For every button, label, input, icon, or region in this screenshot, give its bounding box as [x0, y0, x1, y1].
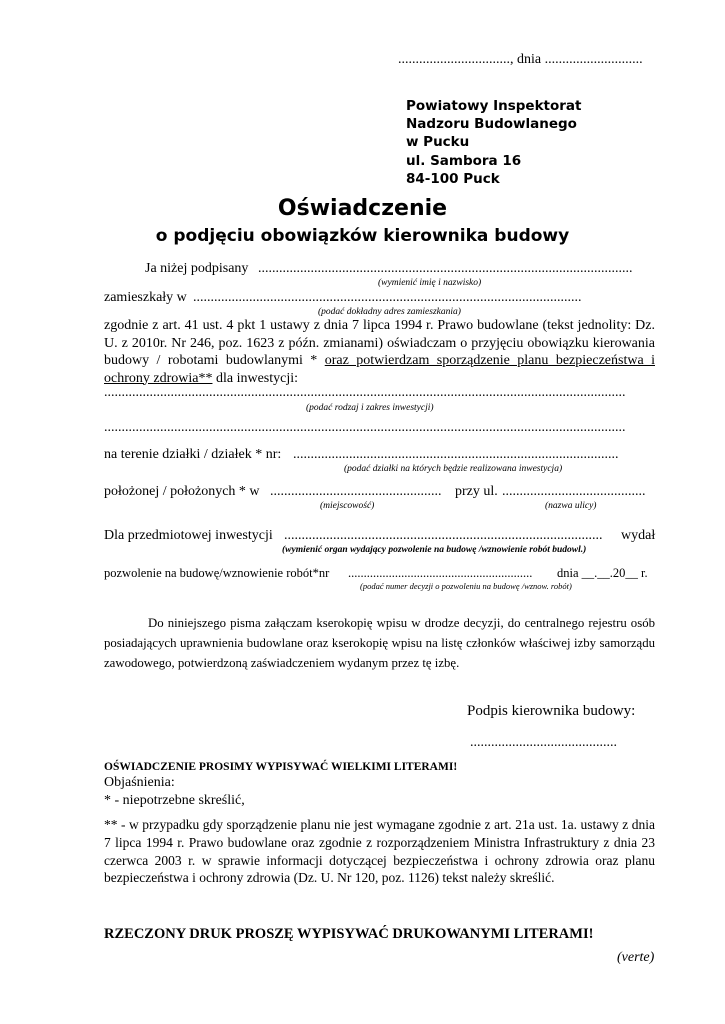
plot-label: na terenie działki / działek * nr: — [104, 447, 282, 462]
location-field[interactable]: ................................................. — [270, 484, 442, 499]
address-field[interactable]: ............................................................................................................... — [193, 290, 582, 305]
location-label: położonej / położonych * w — [104, 484, 260, 499]
plot-field[interactable]: ............................................................................................. — [293, 447, 619, 462]
safety-plan-confirmation: oraz potwierdzam sporządzenie planu bezpieczeństwa i ochrony zdrowia** — [104, 353, 655, 386]
permit-label: pozwolenie na budowę/wznowienie robót*nr — [104, 566, 330, 580]
issued-word: wydał — [621, 528, 656, 543]
recipient-line: Powiatowy Inspektorat — [406, 98, 582, 114]
recipient-line: 84-100 Puck — [406, 170, 500, 187]
permit-date-field[interactable]: dnia __.__.20__ r. — [557, 566, 648, 580]
caps-notice: OŚWIADCZENIE PROSIMY WYPISYWAĆ WIELKIMI LITERAMI! — [104, 761, 458, 773]
recipient-line: w Pucku — [406, 134, 470, 151]
issuer-label: Dla przedmiotowej inwestycji — [104, 528, 273, 543]
investment-field-2[interactable]: ..................................................................................................................................................... — [104, 420, 626, 435]
page-title: Oświadczenie — [277, 196, 448, 221]
permit-hint: (podać numer decyzji o pozwoleniu na budowę /wznow. robót) — [360, 581, 572, 591]
note-asterisk: * - niepotrzebne skreślić, — [104, 793, 245, 808]
street-field[interactable]: ......................................... — [502, 484, 646, 499]
signer-hint: (wymienić imię i nazwisko) — [378, 278, 482, 288]
permit-number-field[interactable]: ........................................................... — [348, 566, 533, 580]
signature-field[interactable]: .......................................... — [470, 735, 617, 750]
place-hint: (miejscowość) — [320, 501, 375, 511]
page-subtitle: o podjęciu obowiązków kierownika budowy — [155, 226, 570, 246]
recipient-line: ul. Sambora 16 — [406, 152, 522, 169]
explanations-heading: Objaśnienia: — [104, 775, 175, 790]
declaration-paragraph — [104, 317, 655, 387]
street-hint: (nazwa ulicy) — [545, 501, 597, 511]
recipient-line: Nadzoru Budowlanego — [406, 116, 577, 133]
issuer-field[interactable]: ........................................................................................... — [284, 528, 603, 543]
investment-hint: (podać rodzaj i zakres inwestycji) — [306, 403, 434, 413]
signer-label: Ja niżej podpisany — [145, 261, 249, 276]
issuer-hint: (wymienić organ wydający pozwolenie na budowę /wznowienie robót budowl.) — [282, 545, 587, 555]
street-label: przy ul. — [455, 484, 498, 499]
note-double-asterisk: ** - w przypadku gdy sporządzenie planu nie jest wymagane zgodnie z art. 21a ust. 1a. ustawy z dnia 7 lipca 1994 r. Prawo budowlane oraz zgodnie z rozporządzeniem Ministra Infrastruktury z dnia 23 czerwca 2003 r. w sprawie informacji dotyczącej bezpieczeństwa i ochrony zdrowia oraz planu bezpieczeństwa i ochrony zdrowia (Dz. U. Nr 120, poz. 1126) tekst należy skreślić. — [104, 817, 655, 886]
address-label: zamieszkały w — [104, 290, 187, 305]
attachment-paragraph: Do niniejszego pisma załączam kserokopię wpisu w drodze decyzji, do centralnego rejestru osób posiadających uprawnienia budowlane oraz kserokopię wpisu na listę członków właściwej izby samorządu zawodowego, potwierdzoną zaświadczeniem wydanym przez tę izbę. — [104, 616, 655, 670]
verte-note: (verte) — [617, 950, 655, 965]
address-hint: (podać dokładny adres zamieszkania) — [318, 307, 461, 317]
declaration-text: zgodnie z art. 41 ust. 4 pkt 1 ustawy z dnia 7 lipca 1994 r. Prawo budowlane (tekst jednolity: Dz. U. z 2010r. Nr 246, poz. 1623 z późn. zmianami) oświadczam o przyjęciu obowiązku kierowania budowy / robotami budowlanymi * — [104, 318, 655, 368]
plot-hint: (podać działki na których będzie realizowana inwestycja) — [344, 464, 563, 474]
print-notice: RZECZONY DRUK PROSZĘ WYPISYWAĆ DRUKOWANYMI LITERAMI! — [104, 926, 594, 942]
date-line[interactable]: ................................, dnia ............................ — [398, 52, 643, 67]
signer-name-field[interactable]: ........................................................................................................... — [258, 261, 633, 276]
investment-field[interactable]: ..................................................................................................................................................... — [104, 385, 626, 400]
signature-label: Podpis kierownika budowy: — [467, 703, 636, 719]
recipient-address — [406, 97, 582, 188]
declaration-text-end: dla inwestycji: — [212, 370, 299, 386]
